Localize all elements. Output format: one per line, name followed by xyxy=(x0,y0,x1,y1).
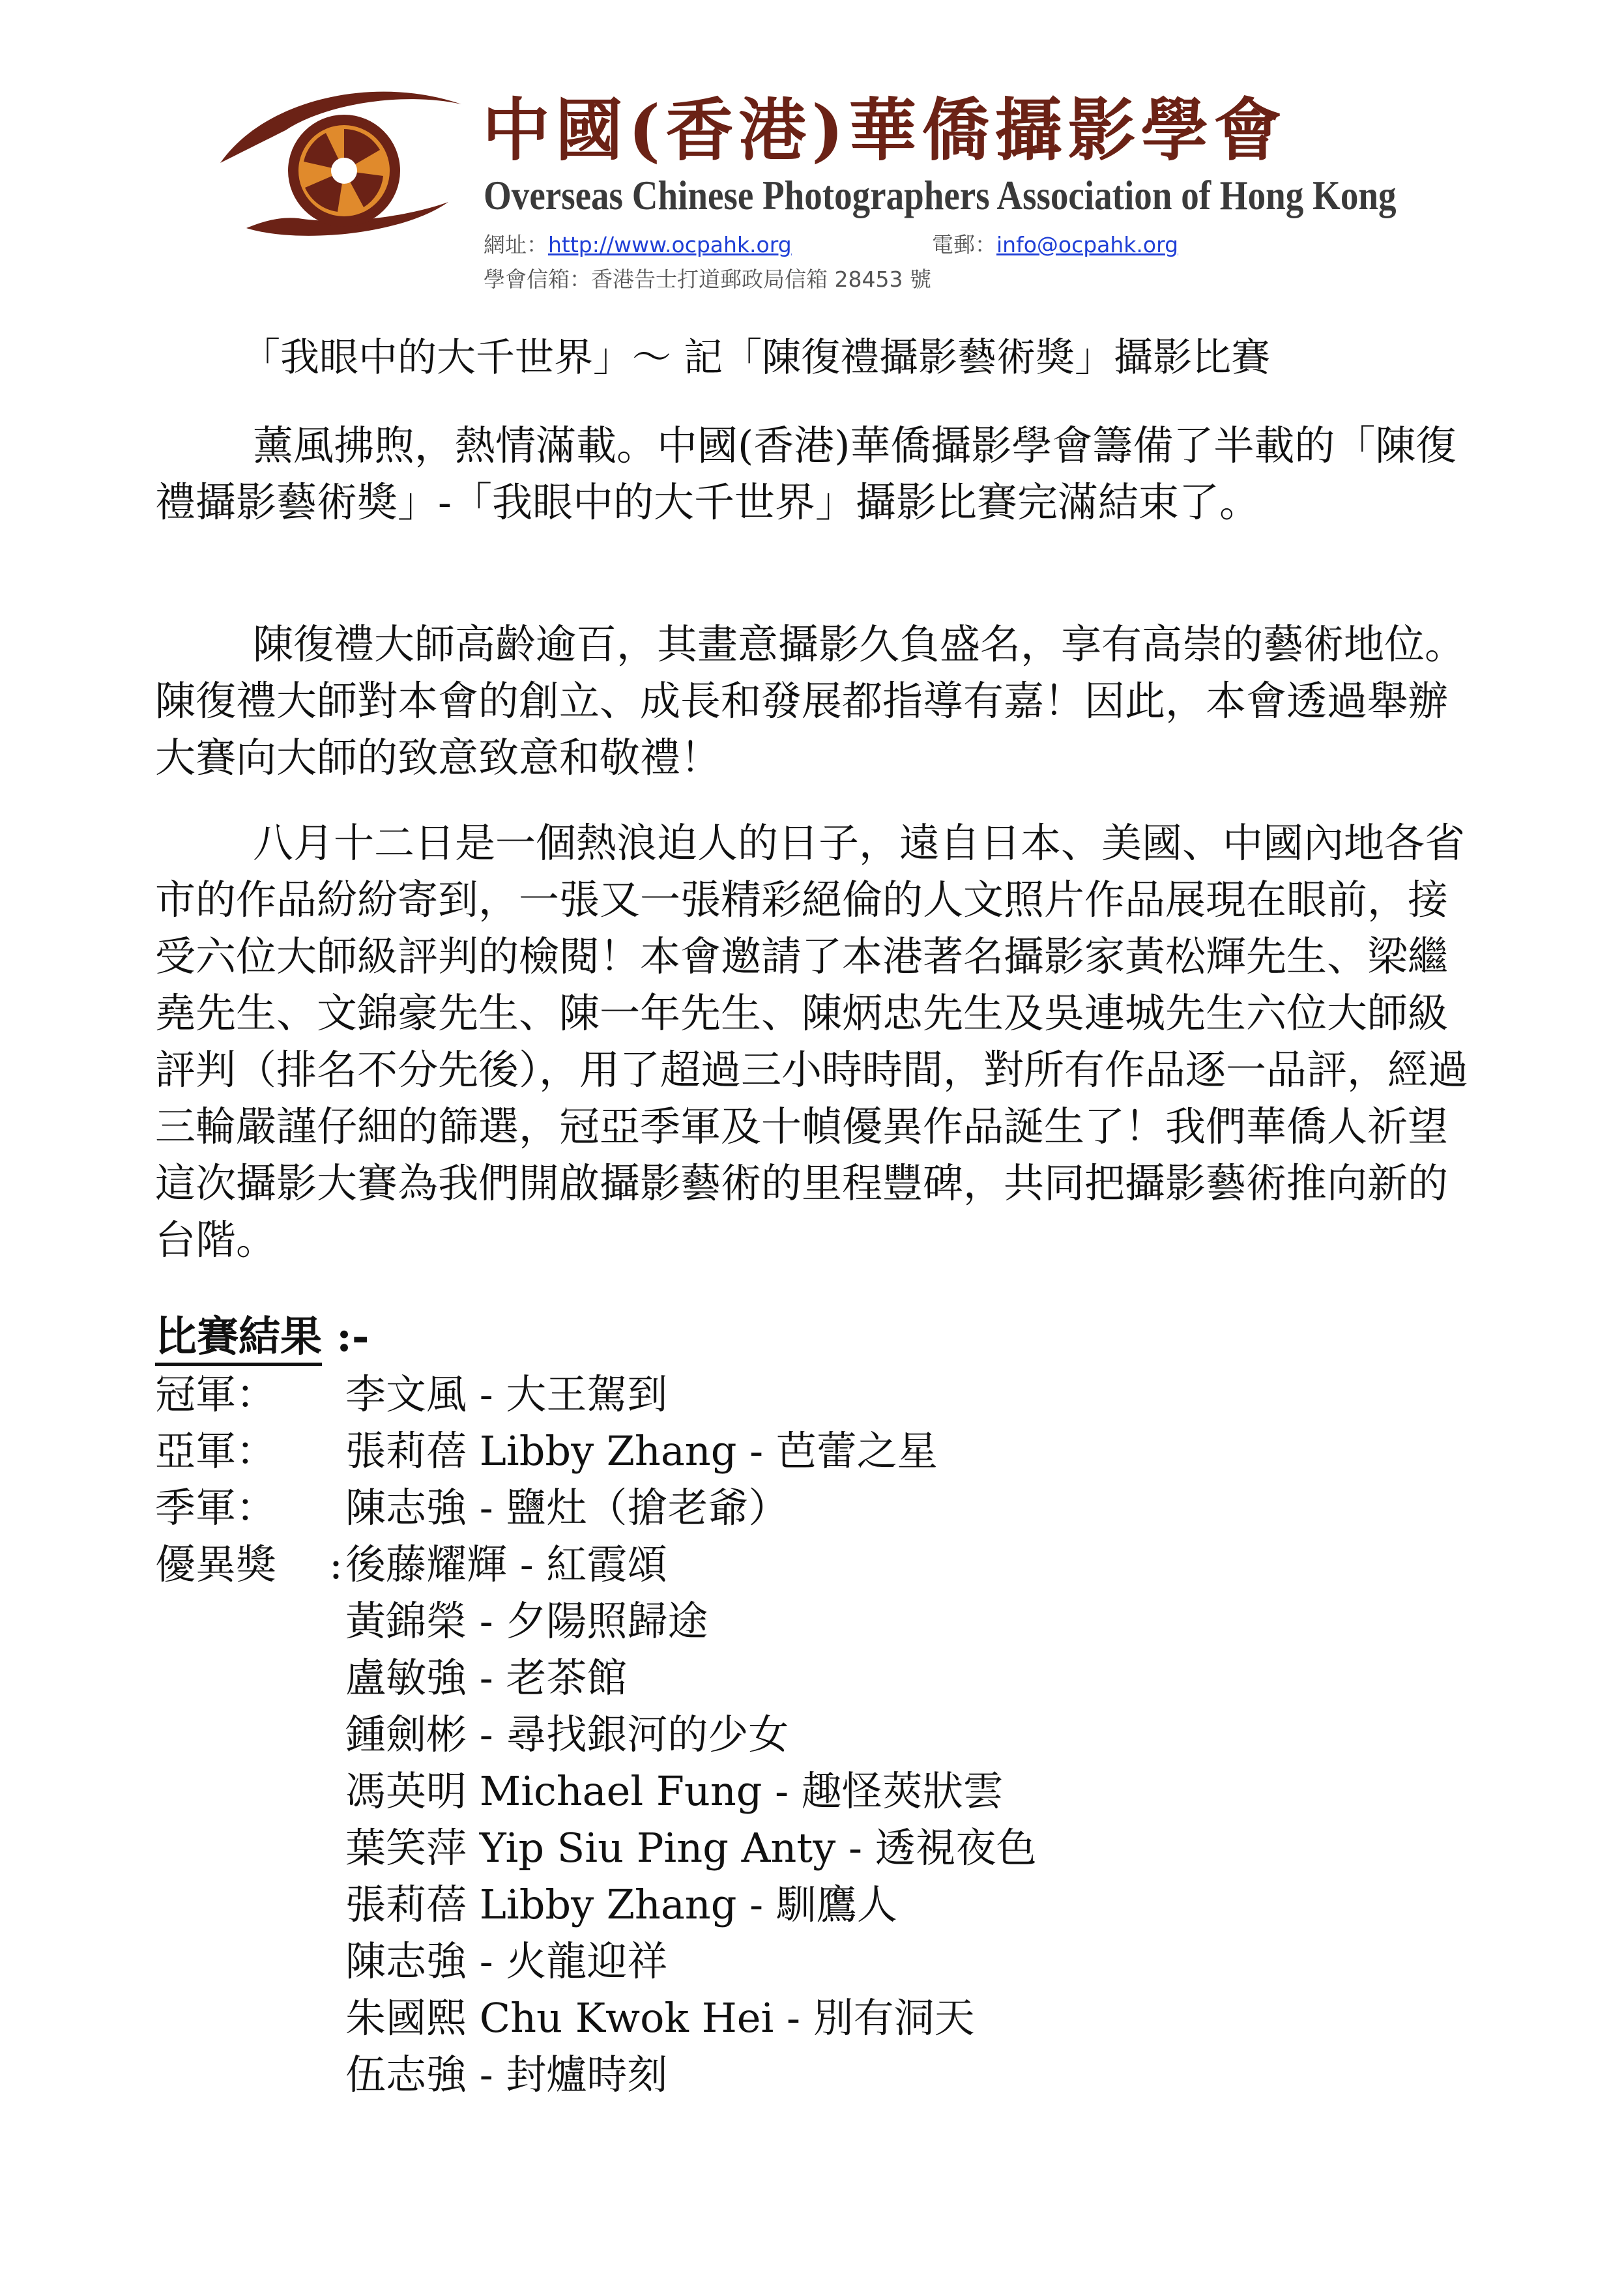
champion-entry: 李文風 - 大王駕到 xyxy=(345,1370,668,1418)
second-runner-entry: 陳志強 - 鹽灶（搶老爺） xyxy=(345,1484,789,1531)
paragraph: 薰風拂煦，熱情滿載。中國(香港)華僑攝影學會籌備了半載的「陳復禮攝影藝術獎」-「我眼中的大千世界」攝影比賽完滿結束了。 xyxy=(155,422,1457,526)
results-heading xyxy=(155,1310,369,1364)
merit-entry: 張莉蓓 Libby Zhang - 馴鷹人 xyxy=(345,1881,897,1928)
merit-entry: 伍志強 - 封爐時刻 xyxy=(345,2051,668,2098)
results-heading-text: 比賽結果 xyxy=(155,1312,322,1366)
merit-entry: 馮英明 Michael Fung - 趣怪莢狀雲 xyxy=(345,1767,1004,1815)
pobox-label: 學會信箱： xyxy=(484,267,591,292)
email-row xyxy=(932,232,1178,258)
org-name-chinese: 中國(香港)華僑攝影學會 xyxy=(482,90,1287,170)
first-runner-label: 亞軍： xyxy=(155,1427,277,1475)
article-title: 「我眼中的大千世界」～ 記「陳復禮攝影藝術獎」攝影比賽 xyxy=(241,335,1271,381)
org-name-english: Overseas Chinese Photographers Association of Hong Kong xyxy=(484,172,1397,218)
paragraph: 八月十二日是一個熱浪迫人的日子，遠自日本、美國、中國內地各省市的作品紛紛寄到，一張又一張精彩絕倫的人文照片作品展現在眼前，接受六位大師級評判的檢閱！本會邀請了本港著名攝影家黃松輝先生、梁繼堯先生、文錦豪先生、陳一年先生、陳炳忠先生及吳連城先生六位大師級評判（排名不分先後），用了超過三小時時間，對所有作品逐一品評，經過三輪嚴謹仔細的篩選，冠亞季軍及十幀優異作品誕生了！我們華僑人祈望這次攝影大賽為我們開啟攝影藝術的里程豐碑，共同把攝影藝術推向新的台階。 xyxy=(155,819,1469,1264)
website-row xyxy=(484,232,792,258)
results-heading-suffix: :- xyxy=(322,1312,370,1361)
merit-entry: 朱國熙 Chu Kwok Hei - 別有洞天 xyxy=(345,1994,975,2042)
merit-entry: 葉笑萍 Yip Siu Ping Anty - 透視夜色 xyxy=(345,1824,1037,1872)
pobox-row xyxy=(484,267,931,293)
merit-entry: 後藤耀輝 - 紅霞頌 xyxy=(345,1541,668,1588)
pobox-value: 香港告士打道郵政局信箱 28453 號 xyxy=(591,267,931,292)
email-link[interactable]: info@ocpahk.org xyxy=(996,232,1179,257)
paragraph: 陳復禮大師高齡逾百，其畫意攝影久負盛名，享有高崇的藝術地位。陳復禮大師對本會的創立、成長和發展都指導有嘉！因此，本會透過舉辦大賽向大師的致意致意和敬禮！ xyxy=(155,620,1466,781)
merit-entry: 盧敏強 - 老茶館 xyxy=(345,1654,628,1701)
ocpahk-logo xyxy=(207,78,468,241)
website-label: 網址： xyxy=(484,232,548,257)
merit-entry: 鍾劍彬 - 尋找銀河的少女 xyxy=(345,1711,789,1758)
merit-label: 優異獎 xyxy=(155,1541,277,1588)
merit-entry: 陳志強 - 火龍迎祥 xyxy=(345,1937,668,1985)
first-runner-entry: 張莉蓓 Libby Zhang - 芭蕾之星 xyxy=(345,1427,938,1475)
merit-entry: 黃錦榮 - 夕陽照歸途 xyxy=(345,1597,708,1645)
website-link[interactable]: http://www.ocpahk.org xyxy=(548,232,792,257)
champion-label: 冠軍： xyxy=(155,1370,277,1418)
second-runner-label: 季軍： xyxy=(155,1484,277,1531)
email-label: 電郵： xyxy=(932,232,996,257)
merit-colon: : xyxy=(329,1541,343,1588)
